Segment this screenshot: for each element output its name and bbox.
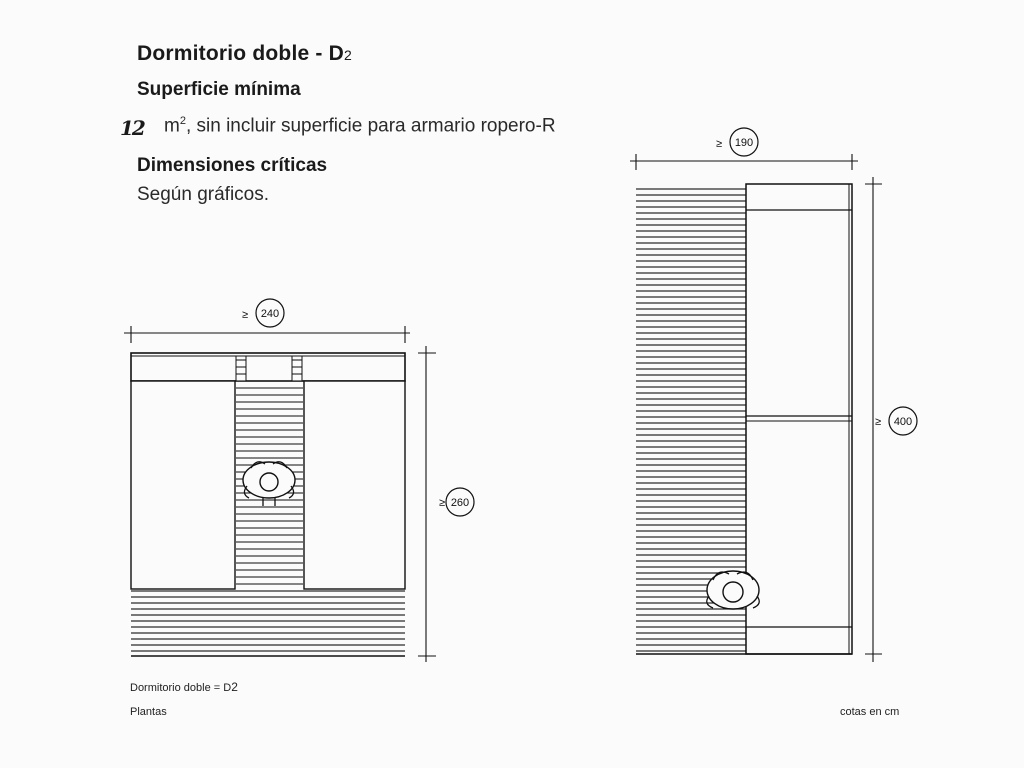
left-plan xyxy=(124,299,474,662)
caption-units: cotas en cm xyxy=(840,706,900,718)
person-icon xyxy=(707,571,760,609)
area-unit-sup: 2 xyxy=(179,115,186,127)
title-text: Dormitorio doble - D xyxy=(137,42,344,65)
area-value: 12 xyxy=(120,116,144,140)
caption-subscript: 2 xyxy=(231,680,238,694)
right-height-value: 400 xyxy=(893,416,913,428)
area-rest: , sin incluir superficie para armario ropero-R xyxy=(185,115,556,137)
right-bed-column xyxy=(746,184,852,654)
left-bed-1 xyxy=(131,381,235,589)
caption-title xyxy=(130,680,238,694)
section-heading-area: Superficie mínima xyxy=(137,79,301,100)
right-height-symbol: ≥ xyxy=(875,416,882,428)
right-width-symbol: ≥ xyxy=(716,138,723,150)
left-floor-hatch xyxy=(131,590,405,656)
right-plan xyxy=(630,128,917,662)
left-nightstand-1 xyxy=(236,356,246,381)
caption-name: Dormitorio doble = D xyxy=(130,682,232,694)
left-width-symbol: ≥ xyxy=(242,309,249,321)
left-nightstand-2 xyxy=(292,356,302,381)
dimensions-text: Según gráficos. xyxy=(137,184,270,205)
area-unit: m xyxy=(164,115,180,137)
right-width-value: 190 xyxy=(734,137,754,149)
left-wardrobe-top xyxy=(131,353,405,381)
left-height-value: 260 xyxy=(450,497,470,509)
left-width-value: 240 xyxy=(260,308,280,320)
title-subscript: 2 xyxy=(344,47,352,63)
left-bed-2 xyxy=(304,381,405,589)
section-heading-dimensions: Dimensiones críticas xyxy=(137,155,328,176)
caption-subtitle: Plantas xyxy=(130,706,167,718)
left-height-symbol: ≥ xyxy=(439,497,446,509)
